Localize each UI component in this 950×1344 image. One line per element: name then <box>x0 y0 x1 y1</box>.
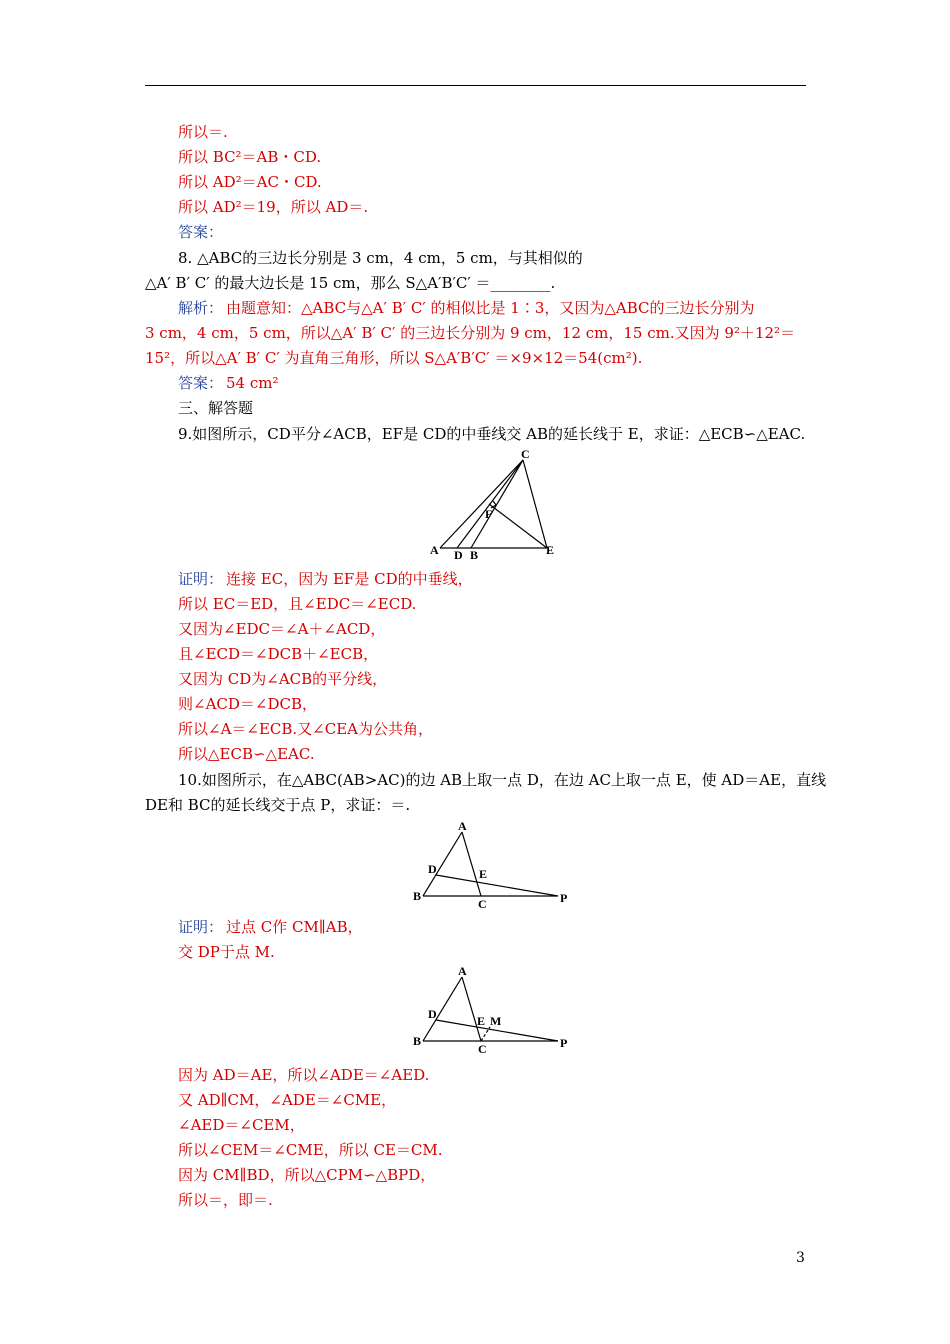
text-line-l8b: 由题意知：△ABC与△A′ B′ C′ 的相似比是 1∶3，又因为△ABC的三边长分别为 <box>226 299 755 317</box>
fig2-label-E: E <box>479 867 488 881</box>
fig1-label-F: F <box>485 507 493 521</box>
fig2-label-C: C <box>478 897 487 911</box>
fig1-label-E: E <box>546 543 555 557</box>
text-line-l18: 又因为 CD为∠ACB的平分线， <box>178 670 388 688</box>
fig1-label-C: C <box>521 448 530 461</box>
text-line-l24b: 过点 C作 CM∥AB， <box>226 918 363 936</box>
fig3-label-A: A <box>458 965 467 978</box>
fig3-label-E: E <box>477 1014 486 1028</box>
figure-problem-10 <box>410 820 575 912</box>
text-line-l19: 则∠ACD＝∠DCB， <box>178 695 317 713</box>
text-line-l12: 三、解答题 <box>178 399 254 417</box>
text-line-l21: 所以△ECB∽△EAC. <box>178 745 315 763</box>
fig2-label-P: P <box>560 891 568 905</box>
text-line-l23: DE和 BC的延长线交于点 P，求证：＝. <box>145 796 411 814</box>
text-line-l30: 因为 CM∥BD，所以△CPM∽△BPD， <box>178 1166 436 1184</box>
text-line-l26: 因为 AD＝AE，所以∠ADE＝∠AED. <box>178 1066 430 1084</box>
fig2-label-D: D <box>428 862 437 876</box>
text-line-l14b: 连接 EC，因为 EF是 CD的中垂线， <box>226 570 473 588</box>
text-line-l31: 所以＝，即＝. <box>178 1191 273 1209</box>
text-line-l22: 10.如图所示，在△ABC(AB>AC)的边 AB上取一点 D，在边 AC上取一点 E，使 AD＝AE，直线 <box>178 771 827 789</box>
fig3-label-C: C <box>478 1042 487 1056</box>
text-line-l10: 15²，所以△A′ B′ C′ 为直角三角形，所以 S△A′B′C′ ＝×9×12＝54(cm²). <box>145 349 643 367</box>
fig3-label-B: B <box>413 1034 422 1048</box>
header-rule <box>145 85 806 86</box>
text-line-l24a: 证明： <box>178 918 224 936</box>
text-line-l6: 8. △ABC的三边长分别是 3 cm，4 cm，5 cm，与其相似的 <box>178 249 583 267</box>
fig1-label-B: B <box>470 548 479 562</box>
text-line-l16: 又因为∠EDC＝∠A＋∠ACD， <box>178 620 386 638</box>
fig3-label-P: P <box>560 1036 568 1050</box>
fig3-label-M: M <box>490 1014 502 1028</box>
text-line-l28: ∠AED＝∠CEM， <box>178 1116 305 1134</box>
text-line-l27: 又 AD∥CM，∠ADE＝∠CME， <box>178 1091 397 1109</box>
text-line-l5: 答案： <box>178 223 224 241</box>
text-line-l17: 且∠ECD＝∠DCB＋∠ECB， <box>178 645 379 663</box>
fig1-label-A: A <box>430 543 439 557</box>
text-line-l14a: 证明： <box>178 570 224 588</box>
figure-problem-9 <box>425 448 560 563</box>
text-line-l2: 所以 BC²＝AB・CD. <box>178 148 322 166</box>
figure-problem-10-proof <box>410 965 575 1057</box>
text-line-l29: 所以∠CEM＝∠CME，所以 CE＝CM. <box>178 1141 443 1159</box>
text-line-l1: 所以＝. <box>178 123 228 141</box>
page-number: 3 <box>796 1250 805 1266</box>
text-line-l3: 所以 AD²＝AC・CD. <box>178 173 322 191</box>
fig2-label-A: A <box>458 820 467 833</box>
text-line-l9: 3 cm，4 cm，5 cm，所以△A′ B′ C′ 的三边长分别为 9 cm，12 cm，15 cm.又因为 9²＋12²＝ <box>145 324 796 342</box>
fig1-label-D: D <box>454 548 463 562</box>
text-line-l7: △A′ B′ C′ 的最大边长是 15 cm，那么 S△A′B′C′ ＝________. <box>145 274 556 292</box>
text-line-l4: 所以 AD²＝19，所以 AD＝. <box>178 198 369 216</box>
fig2-label-B: B <box>413 889 422 903</box>
text-line-l25: 交 DP于点 M. <box>178 943 275 961</box>
text-line-l11b: 54 cm² <box>226 374 279 392</box>
text-line-l20: 所以∠A＝∠ECB.又∠CEA为公共角， <box>178 720 434 738</box>
text-line-l15: 所以 EC＝ED，且∠EDC＝∠ECD. <box>178 595 417 613</box>
text-line-l8a: 解析： <box>178 299 224 317</box>
text-line-l11a: 答案： <box>178 374 224 392</box>
text-line-l13: 9.如图所示，CD平分∠ACB，EF是 CD的中垂线交 AB的延长线于 E，求证：△ECB∽△EAC. <box>178 425 806 443</box>
fig3-label-D: D <box>428 1007 437 1021</box>
